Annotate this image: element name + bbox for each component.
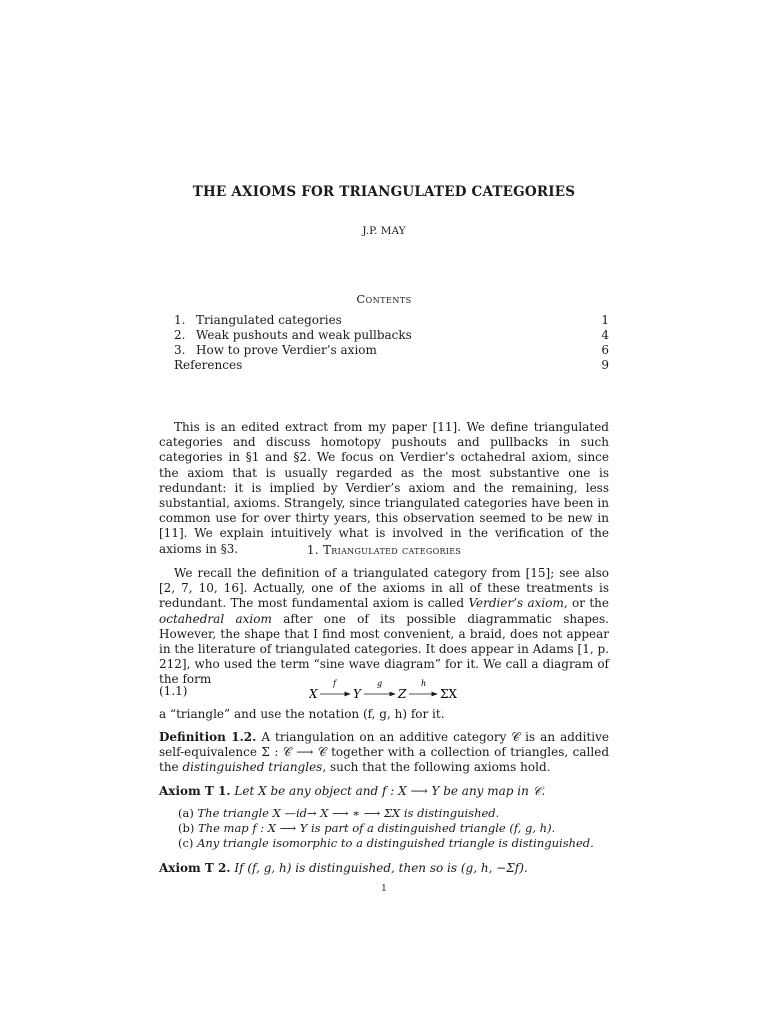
arrow-label-f: f	[333, 679, 336, 688]
table-of-contents	[174, 313, 609, 373]
node-x: X	[309, 687, 318, 701]
toc-label: Weak pushouts and weak pullbacks	[196, 328, 412, 342]
axiom-text: Let X be any object and f : X ⟶ Y be any map in 𝒞.	[234, 784, 546, 798]
toc-row[interactable]	[174, 358, 609, 373]
arrow-label-h: h	[421, 679, 427, 688]
paper-title: THE AXIOMS FOR TRIANGULATED CATEGORIES	[192, 184, 576, 200]
toc-label: Triangulated categories	[196, 313, 342, 327]
toc-row[interactable]	[174, 343, 609, 358]
toc-page: 1	[601, 313, 609, 327]
axiom-t1	[159, 784, 609, 799]
toc-label: References	[174, 358, 243, 372]
definition-1-2: Definition 1.2. A triangulation on an additive category 𝒞 is an additive self-equivalence Σ : 𝒞 ⟶ 𝒞 together with a collection of triangles, called the distinguished triangles, such that the following axioms hold.	[159, 730, 609, 775]
toc-number: 3.	[174, 343, 186, 357]
term-verdier-axiom: Verdier’s axiom	[468, 596, 564, 611]
axiom-text: If (f, g, h) is distinguished, then so is (g, h, −Σf).	[234, 861, 528, 875]
section-heading: 1. Triangulated categories	[306, 543, 462, 557]
toc-number: 1.	[174, 313, 186, 327]
toc-row[interactable]	[174, 328, 609, 343]
toc-page: 9	[601, 358, 609, 372]
toc-number: 2.	[174, 328, 186, 342]
equation-label: (1.1)	[159, 684, 188, 698]
axiom-heading: Axiom T 2.	[159, 861, 231, 875]
section1-paragraph: We recall the definition of a triangulated category from [15]; see also [2, 7, 10, 16]. Actually, one of the axioms in all of these treatments is redundant. The most fundamental axiom is called Verdier’s axiom, or the octahedral axiom after one of its possible diagrammatic shapes. However, the shape that I find most convenient, a braid, does not appear in the literature of triangulated categories. It does appear in Adams [1, p. 212], who used the term “sine wave diagram” for it. We call a diagram of the form	[159, 566, 609, 687]
list-item: (c) Any triangle isomorphic to a distinguished triangle is distinguished.	[178, 836, 594, 850]
node-sigma-x: ΣX	[440, 687, 458, 701]
triangle-diagram	[309, 676, 469, 706]
intro-paragraph	[159, 420, 609, 557]
toc-row[interactable]	[174, 313, 609, 328]
toc-page: 4	[601, 328, 609, 342]
node-y: Y	[353, 687, 361, 701]
term-distinguished-triangles: distinguished triangles	[182, 760, 323, 775]
list-item: (b) The map f : X ⟶ Y is part of a distinguished triangle (f, g, h).	[178, 821, 556, 835]
toc-page: 6	[601, 343, 609, 357]
axiom-heading: Axiom T 1.	[159, 784, 231, 798]
contents-heading: Contents	[356, 292, 412, 306]
page-number: 1	[381, 884, 387, 894]
node-z: Z	[398, 687, 407, 701]
arrow-label-g: g	[377, 679, 383, 688]
equation-1-1	[159, 679, 609, 704]
definition-heading: Definition 1.2.	[159, 730, 257, 744]
intro-text: This is an edited extract from my paper [11]. We define triangulated categories and discuss homotopy pushouts and pullbacks in such categories in §1 and §2. We focus on Verdier’s octahedral axiom, since the axiom that is usually regarded as the most substantive one is redundant: it is implied by Verdier’s axiom and the remaining, less substantial, axioms. Strangely, since triangulated categories have been in common use for over thirty years, this observation seemed to be new in [11]. We explain intuitively what is involved in the verification of the axioms in §3.	[159, 420, 609, 556]
list-item: (a) The triangle X —id→ X ⟶ ∗ ⟶ ΣX is distinguished.	[178, 806, 500, 820]
triangle-notation-text: a “triangle” and use the notation (f, g, h) for it.	[159, 707, 445, 721]
term-octahedral-axiom: octahedral axiom	[159, 611, 272, 626]
axiom-t1-items	[178, 806, 608, 851]
toc-label: How to prove Verdier’s axiom	[196, 343, 377, 357]
axiom-t2	[159, 861, 609, 875]
author: J.P. MAY	[362, 225, 406, 237]
